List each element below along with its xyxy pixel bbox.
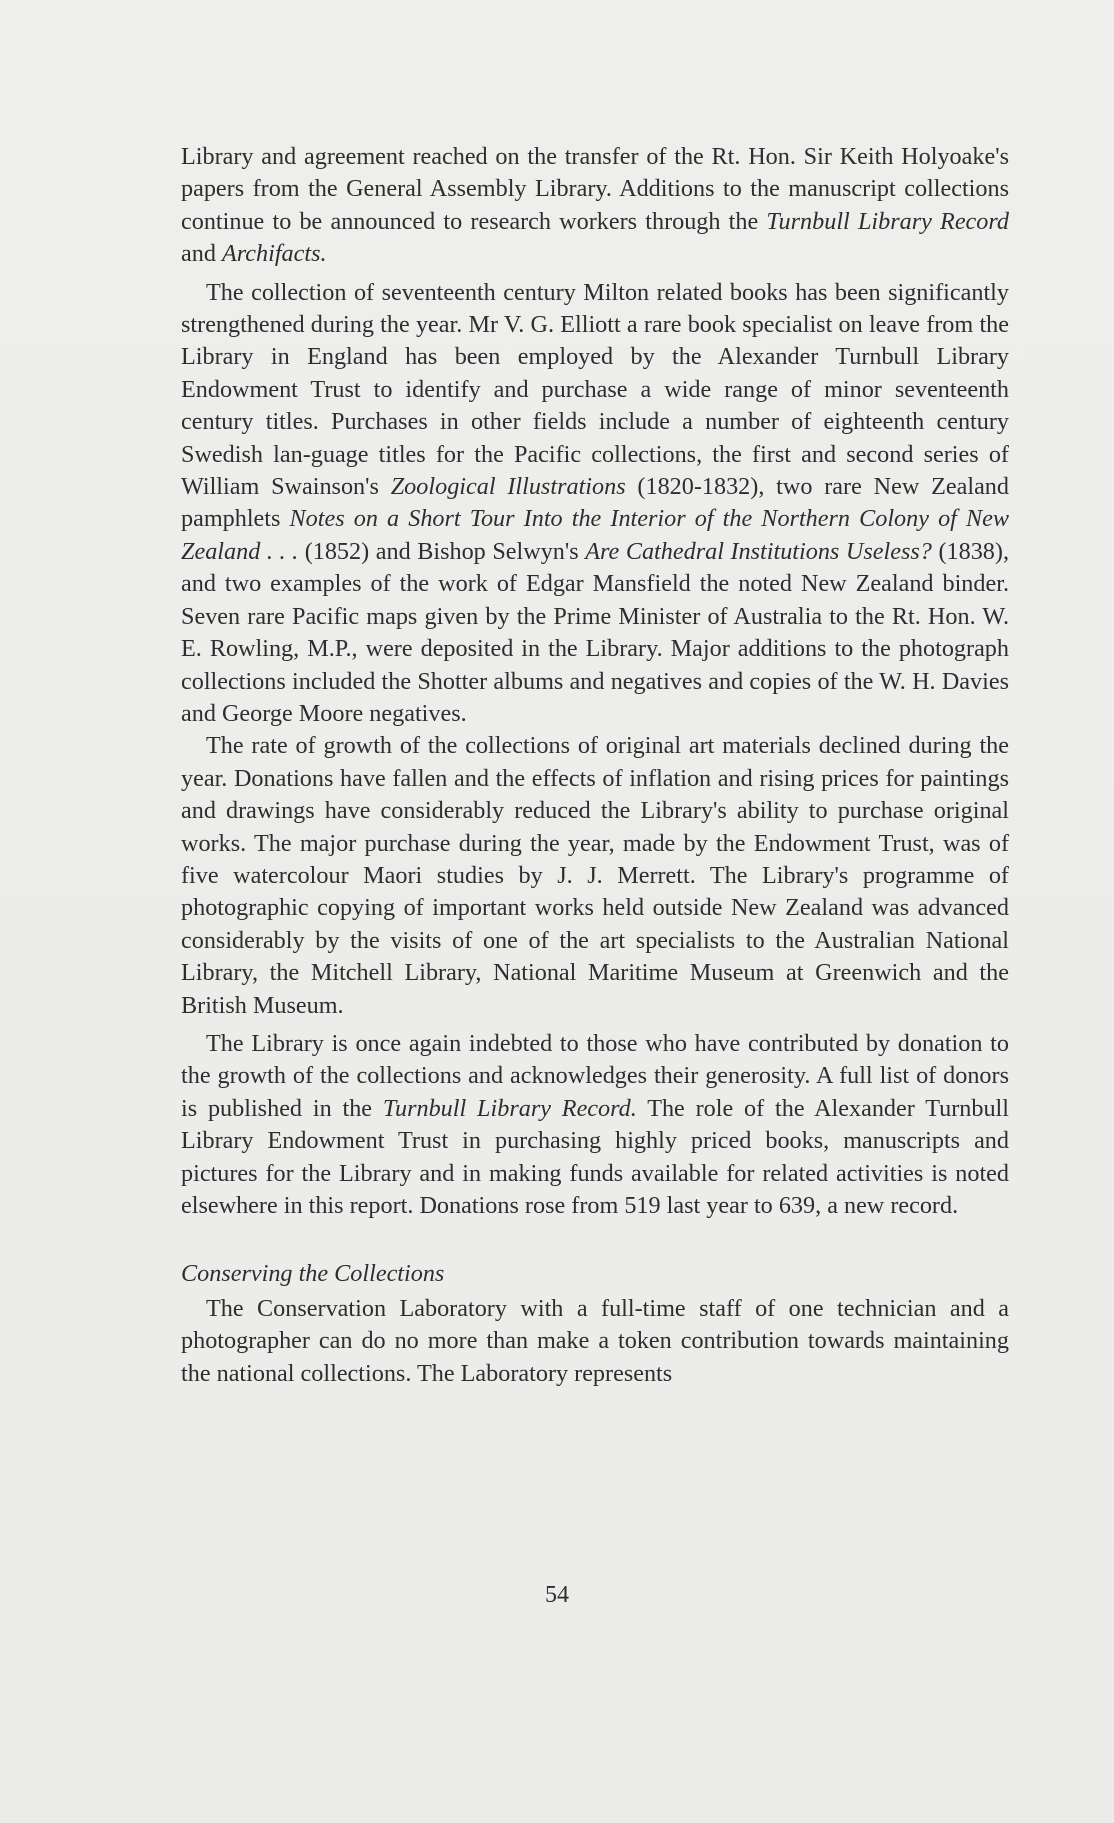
text-segment: Library and agreement reached on the transfer of the Rt. Hon. Sir Keith Holyoake's papers from the General Assembly Library. Additions to the manuscript collections continue to be announced to research workers through the <box>181 143 1009 235</box>
italic-title: Are Cathedral Institutions Useless? <box>585 537 932 565</box>
text-segment: The collection of seventeenth century Milton related books has been significantly strengthened during the year. Mr V. G. Elliott a rare book specialist on leave from the Library in England has been employed by the Alexander Turnbull Library Endowment Trust to identify and purchase a wide range of minor seventeenth century titles. Purchases in other fields include a number of eighteenth century Swedish lan-guage titles for the Pacific collections, the first and second series of William Swainson's <box>181 278 1009 501</box>
italic-title: Archifacts. <box>221 240 327 268</box>
text-segment: The rate of growth of the collections of original art materials declined during the year. Donations have fallen and the effects of inflation and rising prices for paintings and drawings have considerably reduced the Library's ability to purchase original works. The major purchase during the year, made by the Endowment Trust, was of five watercolour Maori studies by J. J. Merrett. The Library's programme of photographic copying of important works held outside New Zealand was advanced considerably by the visits of one of the art specialists to the Australian National Library, the Mitchell Library, National Maritime Museum at Greenwich and the British Museum. <box>181 732 1009 1019</box>
text-segment: The role of the Alexander Turnbull Library Endowment Trust in purchasing highly priced books, manuscripts and pictures for the Library and in making funds available for related activities is noted elsewhere in this report. Donations rose from 519 last year to 639, a new record. <box>181 1094 1009 1219</box>
text-segment: (1852) and Bishop Selwyn's <box>298 537 586 565</box>
section-heading: Conserving the Collections <box>181 1260 445 1288</box>
text-segment: (1838), and two examples of the work of Edgar Mansfield the noted New Zealand binder. Seven rare Pacific maps given by the Prime Minister of Australia to the Rt. Hon. W. E. Rowling, M.P., were deposited in the Library. Major additions to the photograph collections included the Shotter albums and negatives and copies of the W. H. Davies and George Moore negatives. <box>181 537 1010 727</box>
body-text <box>181 141 1009 1390</box>
text-segment: The Conservation Laboratory with a full-time staff of one technician and a photographer can do no more than make a token contribution towards maintaining the national collections. The Laboratory represents <box>181 1294 1009 1387</box>
text-segment: (1820-1832), two rare New Zealand pamphlets <box>181 473 1009 533</box>
text-segment: The Library is once again indebted to those who have contributed by donation to the growth of the collections and acknowledges their generosity. A full list of donors is published in the <box>181 1029 1009 1122</box>
text-segment: and <box>181 240 222 268</box>
italic-title: Notes on a Short Tour Into the Interior of the Northern Colony of New Zealand . . . <box>181 505 1010 565</box>
paragraph-1 <box>181 141 1009 271</box>
italic-title: Zoological Illustrations <box>390 473 626 501</box>
section-paragraph <box>181 1293 1009 1390</box>
italic-title: Turnbull Library Record. <box>382 1094 637 1122</box>
page-number: 54 <box>545 1582 569 1608</box>
paragraph-2 <box>181 277 1009 731</box>
italic-title: Turnbull Library Record <box>766 207 1009 235</box>
paragraph-3 <box>181 730 1009 1022</box>
paragraph-4 <box>181 1028 1009 1222</box>
